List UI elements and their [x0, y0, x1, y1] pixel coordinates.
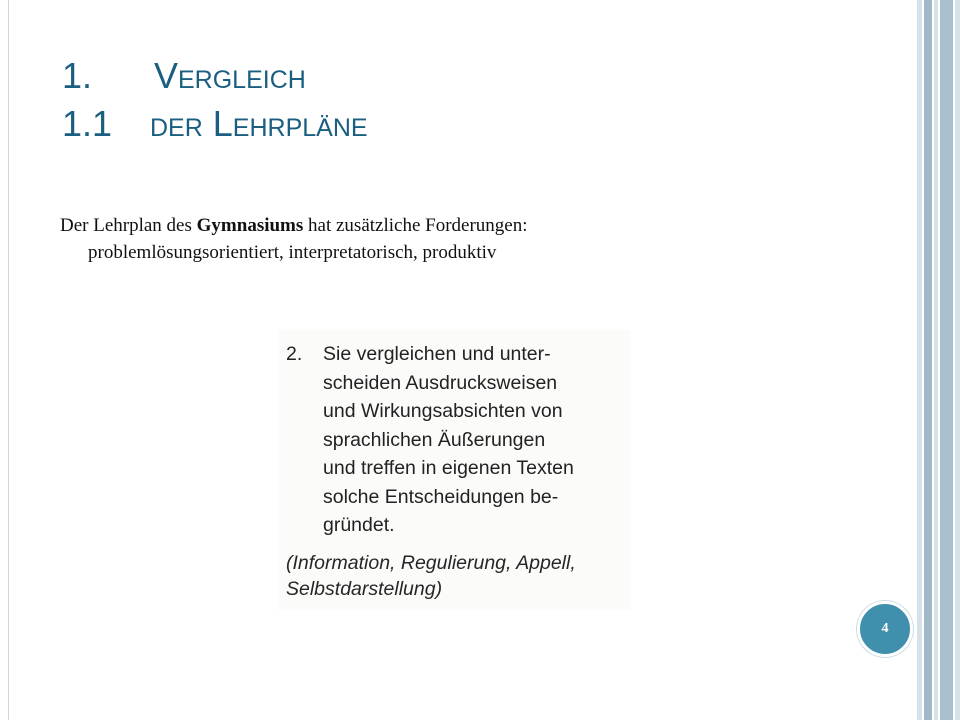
subtitle-number: 1.1 [62, 103, 113, 144]
title-number: 1. [62, 55, 93, 96]
subtitle-text: der Lehrpläne [150, 103, 368, 144]
body-line-2: problemlösungsorientiert, interpretatorisch, produktiv [88, 242, 497, 263]
scanned-excerpt-image [278, 330, 630, 610]
left-frame-line [8, 0, 9, 720]
item-number: 2. [286, 343, 303, 365]
body-suffix: hat zusätzliche Forderungen: [303, 215, 528, 236]
side-bar-decoration [940, 0, 953, 720]
item-line: gründet. [323, 514, 395, 536]
item-line: solche Entscheidungen be- [323, 485, 559, 508]
slide-title [62, 52, 882, 148]
title-line-1 [62, 52, 882, 100]
title-line-2 [62, 100, 882, 148]
note-line: (Information, Regulierung, Appell, [286, 552, 576, 574]
body-bold-term: Gymnasiums [196, 215, 304, 236]
item-line: und Wirkungsabsichten von [323, 400, 563, 422]
body-text [60, 212, 860, 266]
item-text [323, 340, 574, 540]
page-number-badge: 4 [857, 601, 913, 657]
item-note [286, 550, 576, 602]
side-bar-decoration [924, 0, 932, 720]
curriculum-item [286, 340, 626, 540]
side-bar-decoration [934, 0, 938, 720]
item-line: sprachlichen Äußerungen [323, 428, 546, 451]
body-prefix: Der Lehrplan des [60, 215, 197, 236]
side-bar-decoration [917, 0, 922, 720]
item-line: und treffen in eigenen Texten [323, 457, 574, 479]
item-line: scheiden Ausdrucksweisen [323, 371, 558, 394]
title-text: Vergleich [154, 55, 306, 96]
side-bar-decoration [955, 0, 960, 720]
note-line: Selbstdarstellung) [286, 578, 443, 600]
body-line-1 [60, 212, 860, 239]
item-line: Sie vergleichen und unter- [323, 343, 551, 365]
